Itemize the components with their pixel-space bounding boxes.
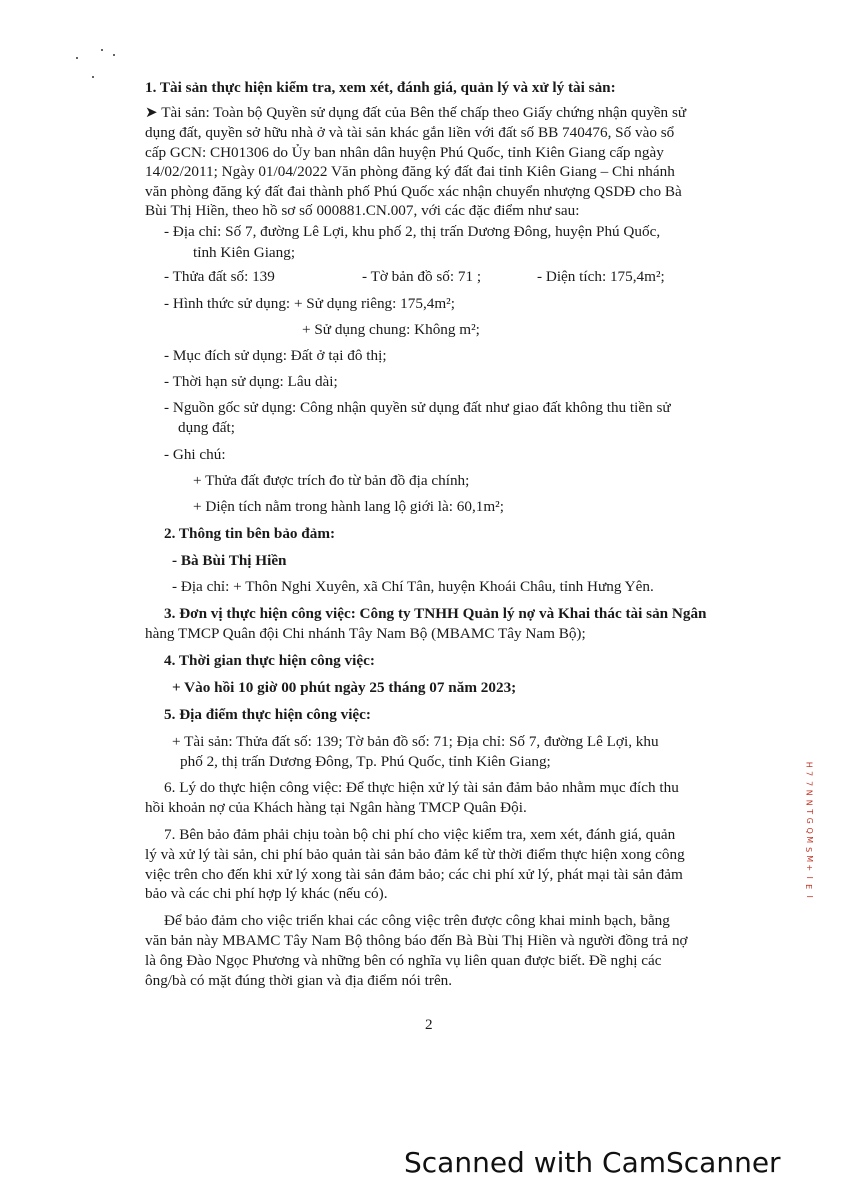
margin-stamp-char: I bbox=[804, 895, 814, 898]
usage-origin: dụng đất; bbox=[178, 419, 235, 436]
parcel-number: - Thửa đất số: 139 bbox=[164, 268, 275, 285]
closing-line: là ông Đào Ngọc Phương và những bên có nghĩa vụ liên quan được biết. Đề nghị các bbox=[145, 952, 662, 969]
scan-speck bbox=[113, 54, 115, 56]
usage-term: - Thời hạn sử dụng: Lâu dài; bbox=[164, 373, 338, 390]
margin-stamp bbox=[803, 760, 815, 900]
section-7-line: bảo và các chi phí hợp lý khác (nếu có). bbox=[145, 885, 388, 902]
paragraph-line: 14/02/2011; Ngày 01/04/2022 Văn phòng đăng ký đất đai tỉnh Kiên Giang – Chi nhánh bbox=[145, 163, 675, 180]
margin-stamp-char: + bbox=[804, 864, 814, 872]
section-6-line: hồi khoản nợ của Khách hàng tại Ngân hàng TMCP Quân Đội. bbox=[145, 799, 527, 816]
margin-stamp-char: T bbox=[804, 809, 814, 815]
camscanner-footer: Scanned with CamScanner bbox=[404, 1146, 781, 1179]
page-number: 2 bbox=[425, 1016, 433, 1033]
margin-stamp-char: S bbox=[804, 846, 814, 852]
paragraph-line: cấp GCN: CH01306 do Ủy ban nhân dân huyện Phú Quốc, tỉnh Kiên Giang cấp ngày bbox=[145, 144, 664, 161]
section-3-text: 3. Đơn vị thực hiện công việc: Công ty TNHH Quản lý nợ và Khai thác tài sản Ngân bbox=[164, 605, 707, 622]
section-1-heading: 1. Tài sản thực hiện kiểm tra, xem xét, đánh giá, quản lý và xử lý tài sản: bbox=[145, 79, 616, 96]
margin-stamp-char: G bbox=[804, 818, 814, 825]
paragraph-line: ➤ Tài sản: Toàn bộ Quyền sử dụng đất của Bên thế chấp theo Giấy chứng nhận quyền sử bbox=[145, 104, 687, 121]
margin-stamp-char: N bbox=[804, 799, 814, 806]
guarantor-address: - Địa chỉ: + Thôn Nghi Xuyên, xã Chí Tân, huyện Khoái Châu, tỉnh Hưng Yên. bbox=[172, 578, 654, 595]
map-sheet-number: - Tờ bản đồ số: 71 ; bbox=[362, 268, 482, 285]
closing-line: ông/bà có mặt đúng thời gian và địa điểm nói trên. bbox=[145, 972, 453, 989]
section-3-line: hàng TMCP Quân đội Chi nhánh Tây Nam Bộ (MBAMC Tây Nam Bộ); bbox=[145, 625, 586, 642]
note-item: + Thửa đất được trích đo từ bản đồ địa chính; bbox=[193, 472, 470, 489]
address-line: - Địa chỉ: Số 7, đường Lê Lợi, khu phố 2, thị trấn Dương Đông, huyện Phú Quốc, bbox=[164, 223, 661, 240]
margin-stamp-char: H bbox=[804, 761, 814, 768]
guarantor-name: - Bà Bùi Thị Hiền bbox=[172, 552, 287, 569]
closing-line: Để bảo đảm cho việc triển khai các công việc trên được công khai minh bạch, bằng bbox=[164, 912, 670, 929]
scan-speck bbox=[101, 49, 103, 51]
scan-speck bbox=[92, 76, 94, 78]
notes-label: - Ghi chú: bbox=[164, 446, 226, 463]
margin-stamp-char: N bbox=[804, 789, 814, 796]
usage-form-line: + Sử dụng chung: Không m²; bbox=[302, 321, 480, 338]
section-5-heading: 5. Địa điểm thực hiện công việc: bbox=[164, 706, 371, 723]
margin-stamp-char: 7 bbox=[804, 771, 814, 777]
margin-stamp-char: M bbox=[804, 855, 814, 863]
address-line: tỉnh Kiên Giang; bbox=[193, 244, 296, 261]
location-line: + Tài sản: Thửa đất số: 139; Tờ bản đồ số: 71; Địa chỉ: Số 7, đường Lê Lợi, khu bbox=[172, 733, 659, 750]
section-7-line: 7. Bên bảo đảm phải chịu toàn bộ chi phí cho việc kiểm tra, xem xét, đánh giá, quản bbox=[164, 826, 676, 843]
area-value: - Diện tích: 175,4m²; bbox=[537, 268, 665, 285]
section-6-line: 6. Lý do thực hiện công việc: Để thực hiện xử lý tài sản đảm bảo nhằm mục đích thu bbox=[164, 779, 679, 796]
section-4-heading: 4. Thời gian thực hiện công việc: bbox=[164, 652, 375, 669]
usage-form-line: - Hình thức sử dụng: + Sử dụng riêng: 175,4m²; bbox=[164, 295, 455, 312]
section-7-line: việc trên cho đến khi xử lý xong tài sản đảm bảo; các chi phí xử lý, phát mại tài sản đảm bbox=[145, 866, 683, 883]
margin-stamp-char: I bbox=[804, 876, 814, 879]
scan-speck bbox=[76, 57, 78, 59]
paragraph-line: Bùi Thị Hiền, theo hồ sơ số 000881.CN.007, với các đặc điểm như sau: bbox=[145, 202, 580, 219]
margin-stamp-char: E bbox=[804, 884, 814, 890]
margin-stamp-char: 7 bbox=[804, 780, 814, 787]
section-2-heading: 2. Thông tin bên bảo đảm: bbox=[164, 525, 336, 542]
section-7-line: lý và xử lý tài sản, chi phí bảo quản tài sản bảo đảm kể từ thời điểm thực hiện xong công bbox=[145, 846, 685, 863]
margin-stamp-char: M bbox=[804, 836, 814, 844]
margin-stamp-char: Q bbox=[804, 827, 814, 834]
note-item: + Diện tích nằm trong hành lang lộ giới là: 60,1m²; bbox=[193, 498, 504, 515]
closing-line: văn bản này MBAMC Tây Nam Bộ thông báo đến Bà Bùi Thị Hiền và người đồng trả nợ bbox=[145, 932, 688, 949]
usage-origin: - Nguồn gốc sử dụng: Công nhận quyền sử dụng đất như giao đất không thu tiền sử bbox=[164, 399, 671, 416]
usage-purpose: - Mục đích sử dụng: Đất ở tại đô thị; bbox=[164, 347, 387, 364]
location-line: phố 2, thị trấn Dương Đông, Tp. Phú Quốc, tỉnh Kiên Giang; bbox=[180, 753, 551, 770]
paragraph-line: văn phòng đăng ký đất đai thành phố Phú Quốc xác nhận chuyển nhượng QSDĐ cho Bà bbox=[145, 183, 682, 200]
section-3 bbox=[164, 605, 707, 623]
paragraph-line: dụng đất, quyền sở hữu nhà ở và tài sản khác gắn liền với đất số BB 740476, Số vào sổ bbox=[145, 124, 675, 141]
schedule-time: + Vào hồi 10 giờ 00 phút ngày 25 tháng 07 năm 2023; bbox=[172, 679, 517, 696]
